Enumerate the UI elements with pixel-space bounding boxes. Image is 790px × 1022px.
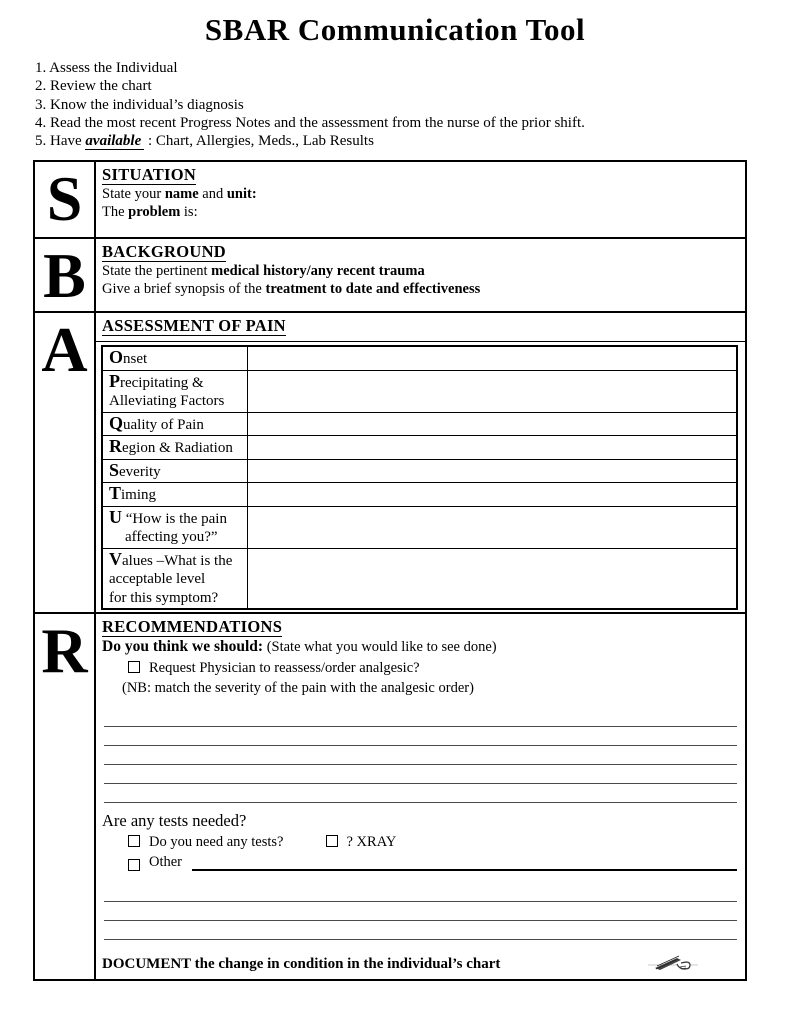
pain-label-quality: Quality of Pain: [103, 413, 248, 436]
pain-value-cell[interactable]: [248, 413, 736, 436]
pain-row-severity: [103, 459, 736, 483]
section-letter-s: S: [35, 162, 96, 237]
pain-row-precipitating: [103, 370, 736, 412]
tests-checkbox-label: Do you need any tests?: [149, 834, 284, 850]
situation-line-1: State your name and unit:: [102, 186, 257, 202]
tests-checkbox[interactable]: [128, 835, 140, 847]
instruction-step-1: 1. Assess the Individual: [35, 60, 178, 76]
reassess-checkbox-row: [102, 659, 739, 677]
pain-value-cell[interactable]: [248, 460, 736, 483]
assessment-header-row: [96, 313, 745, 342]
other-checkbox-label: Other: [149, 854, 183, 870]
recommendation-write-area: [102, 708, 739, 803]
write-line[interactable]: [104, 902, 737, 921]
situation-heading: SITUATION: [102, 165, 197, 184]
write-line[interactable]: [104, 765, 737, 784]
available-emphasis: available: [85, 133, 144, 150]
pain-row-values: [103, 548, 736, 609]
pain-label-understanding: U “How is the pain affecting you?”: [103, 507, 248, 548]
xray-checkbox-label: ? XRAY: [346, 834, 397, 850]
instruction-step-4: 4. Read the most recent Progress Notes and the assessment from the nurse of the prior shift.: [35, 114, 585, 131]
xray-checkbox[interactable]: [326, 835, 338, 847]
background-content: [96, 239, 745, 311]
other-checkbox-row: [102, 853, 739, 871]
write-line[interactable]: [104, 708, 737, 727]
xray-checkbox-group: [326, 833, 397, 851]
write-line[interactable]: [104, 921, 737, 940]
document-note: DOCUMENT the change in condition in the individual’s chart: [102, 956, 501, 972]
write-line[interactable]: [104, 784, 737, 803]
section-letter-r: R: [35, 614, 96, 979]
nb-note: (NB: match the severity of the pain with the analgesic order): [122, 680, 474, 696]
pain-row-quality: [103, 412, 736, 436]
pain-value-cell[interactable]: [248, 436, 736, 459]
instruction-step-2: 2. Review the chart: [35, 78, 152, 95]
situation-line-2: The problem is:: [102, 204, 198, 220]
pain-label-onset: Onset: [103, 347, 248, 370]
assessment-heading: ASSESSMENT OF PAIN: [102, 316, 286, 335]
instruction-steps: [35, 59, 790, 150]
reassess-checkbox[interactable]: [128, 661, 140, 673]
pain-value-cell[interactable]: [248, 371, 736, 412]
pain-value-cell[interactable]: [248, 483, 736, 506]
instruction-step-5: 5. Have available : Chart, Allergies, Meds., Lab Results: [35, 133, 374, 150]
tests-checkbox-row: [102, 833, 739, 851]
situation-content: [96, 162, 745, 237]
pain-assessment-table: [101, 345, 738, 610]
section-situation: [35, 162, 745, 237]
pain-label-severity: Severity: [103, 460, 248, 483]
pain-value-cell[interactable]: [248, 347, 736, 370]
page-title: SBAR Communication Tool: [204, 12, 586, 47]
background-line-1: State the pertinent medical history/any recent trauma: [102, 263, 425, 279]
tests-heading: Are any tests needed?: [102, 811, 247, 830]
pain-value-cell[interactable]: [248, 549, 736, 609]
write-line[interactable]: [104, 727, 737, 746]
instruction-step-3: 3. Know the individual’s diagnosis: [35, 96, 244, 113]
reassess-checkbox-label: Request Physician to reassess/order analgesic?: [149, 660, 420, 676]
pain-row-timing: [103, 482, 736, 506]
pain-row-onset: [103, 347, 736, 370]
recommendations-prompt: Do you think we should: (State what you would like to see done): [102, 638, 497, 655]
write-line[interactable]: [104, 746, 737, 765]
writing-hand-icon: [647, 952, 699, 976]
tests-checkbox-group: [128, 833, 284, 851]
pain-label-values: Values –What is the acceptable level for this symptom?: [103, 549, 248, 609]
pain-label-timing: Timing: [103, 483, 248, 506]
other-checkbox[interactable]: [128, 859, 140, 871]
pain-row-region: [103, 435, 736, 459]
assessment-content: [96, 313, 745, 612]
background-line-2: Give a brief synopsis of the treatment to date and effectiveness: [102, 281, 481, 297]
document-note-row: [102, 952, 739, 976]
pain-label-precipitating: Precipitating & Alleviating Factors: [103, 371, 248, 412]
other-fill-line[interactable]: [192, 854, 737, 871]
pain-label-region: Region & Radiation: [103, 436, 248, 459]
background-heading: BACKGROUND: [102, 242, 227, 261]
section-assessment: [35, 311, 745, 612]
recommendations-content: [96, 614, 745, 979]
section-letter-a: A: [35, 313, 96, 612]
section-letter-b: B: [35, 239, 96, 311]
pain-value-cell[interactable]: [248, 507, 736, 548]
sbar-form-table: [33, 160, 747, 981]
tests-write-area: [102, 883, 739, 940]
recommendations-heading: RECOMMENDATIONS: [102, 617, 283, 636]
write-line[interactable]: [104, 883, 737, 902]
section-recommendations: [35, 612, 745, 979]
pain-row-understanding: [103, 506, 736, 548]
section-background: [35, 237, 745, 311]
